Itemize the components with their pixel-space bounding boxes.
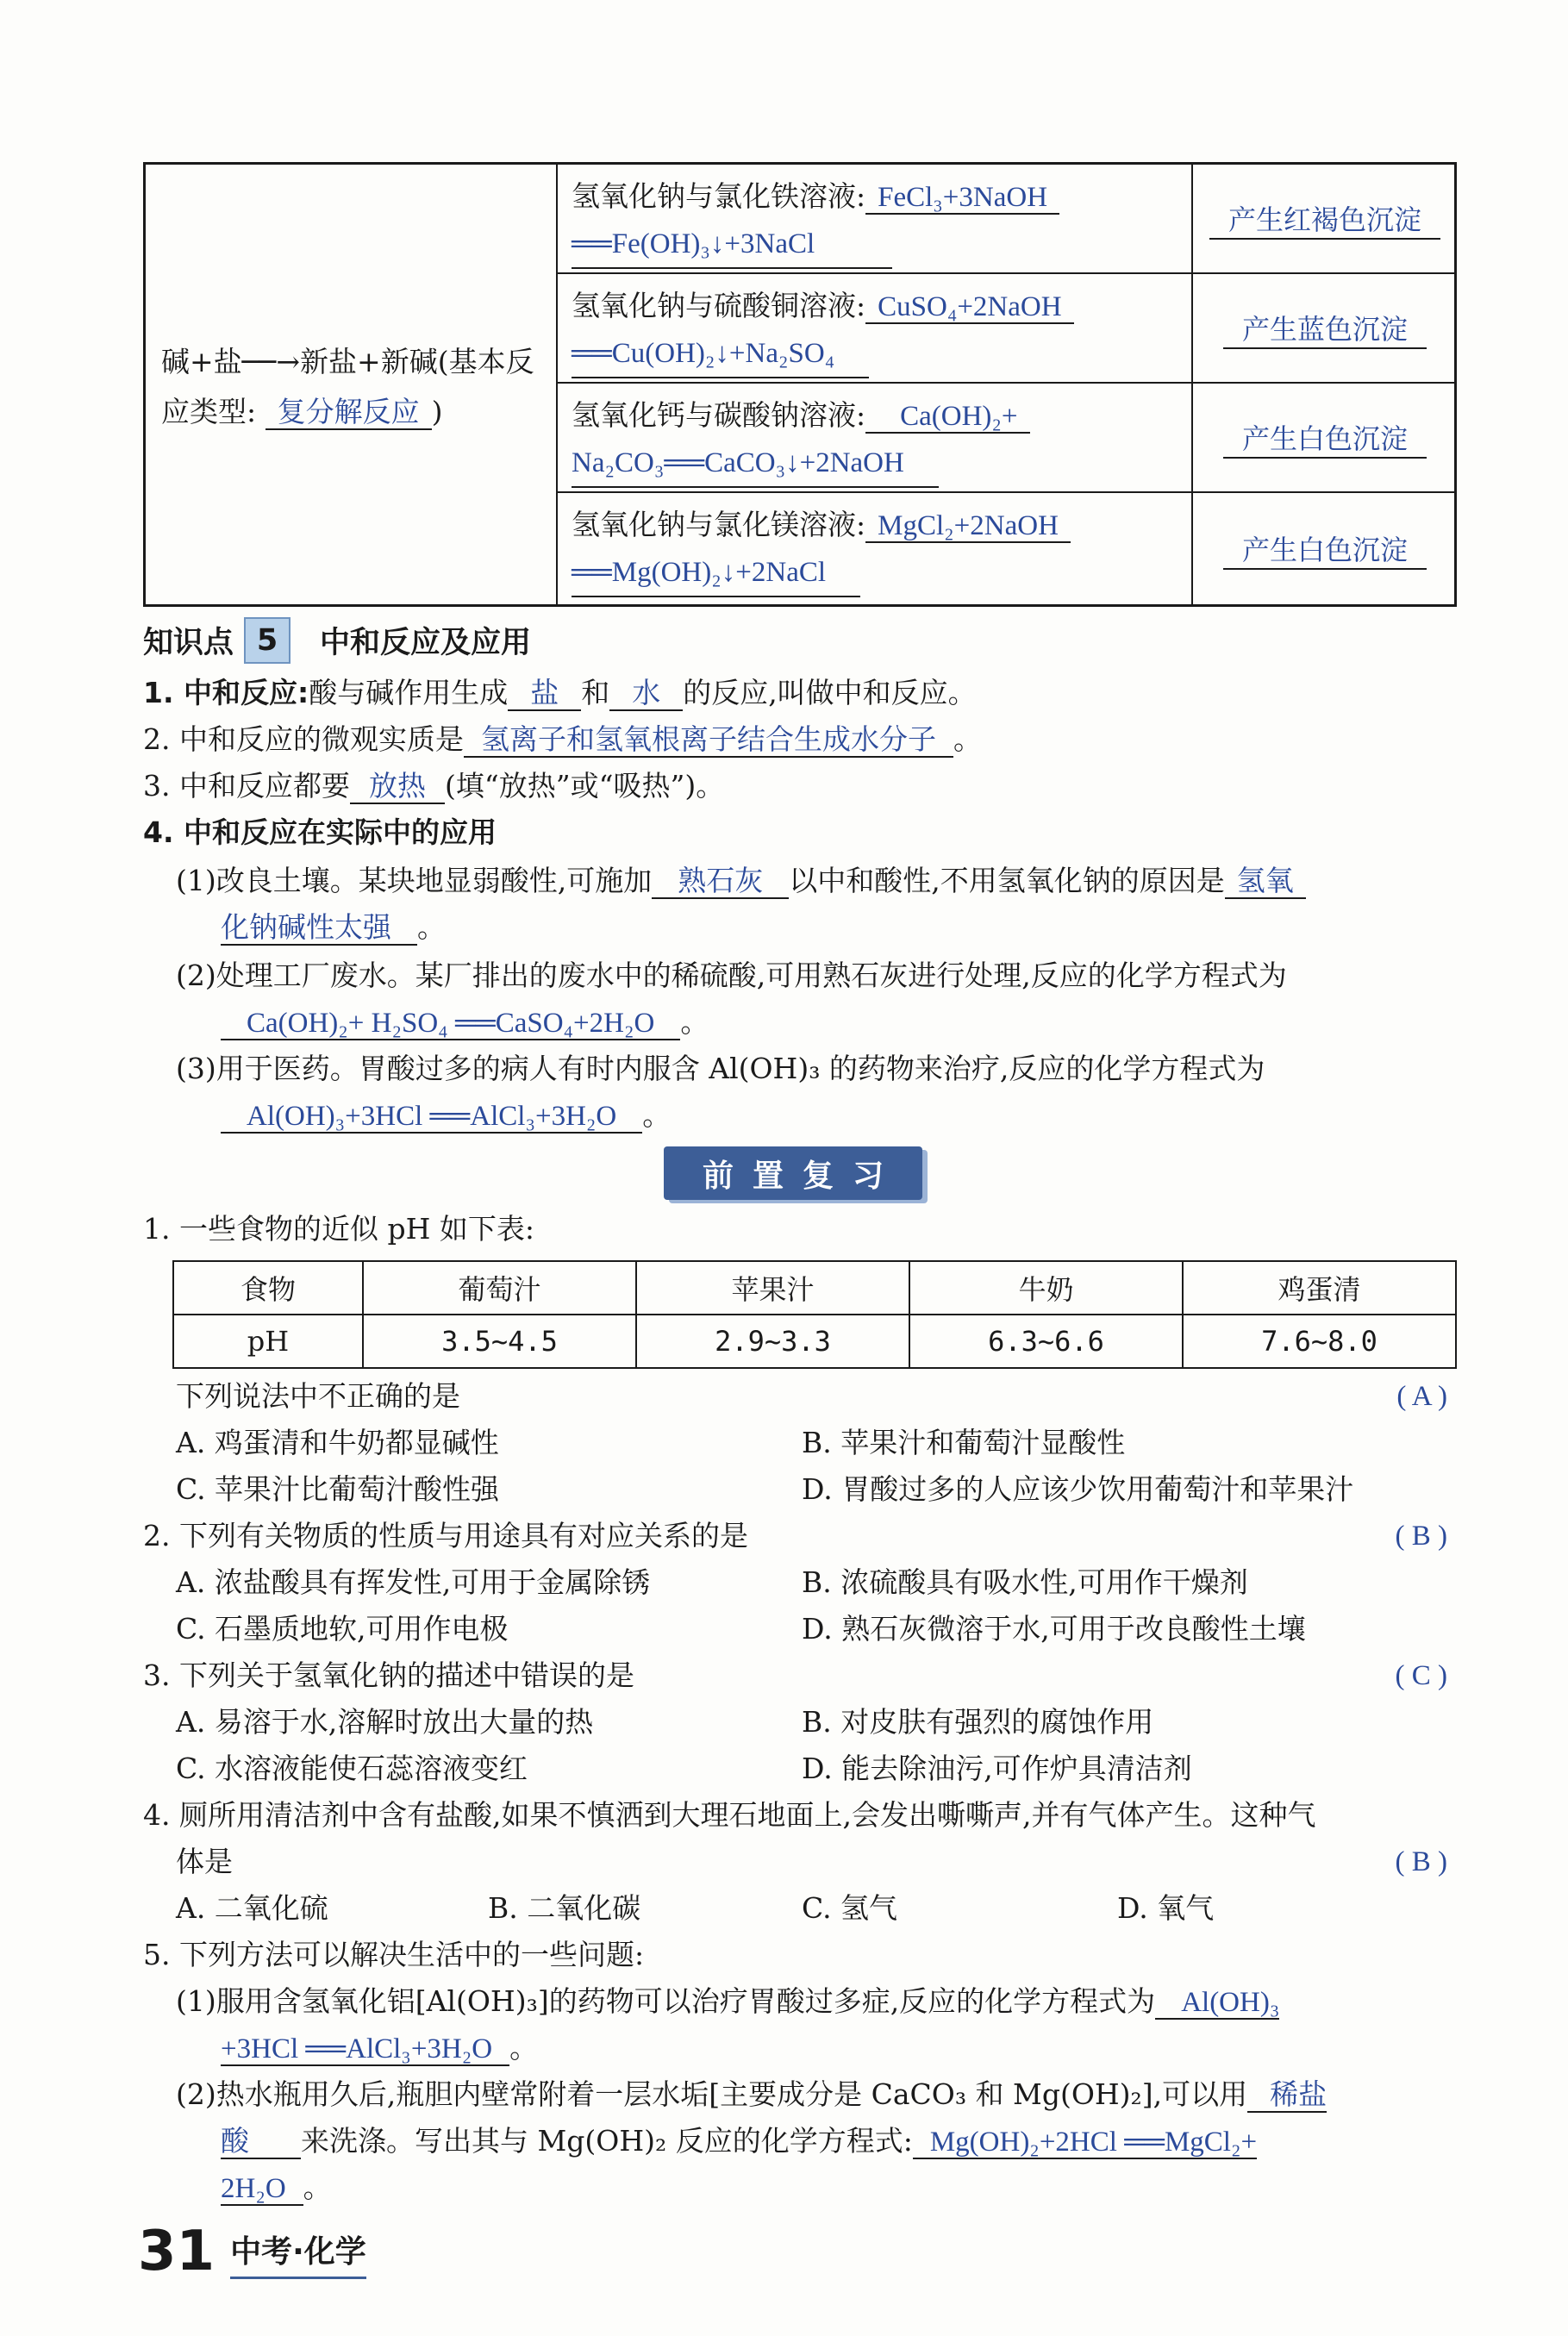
review-q3: 3. 下列关于氢氧化钠的描述中错误的是 (143, 1658, 634, 1692)
answer-q1: ( A ) (1396, 1381, 1447, 1412)
review-q2: 2. 下列有关物质的性质与用途具有对应关系的是 (143, 1519, 748, 1552)
option-b: B. 浓硫酸具有吸水性,可用作干燥剂 (802, 1565, 1248, 1599)
left-text-1: 碱+盐 (161, 345, 242, 378)
option-d: D. 胃酸过多的人应该少饮用葡萄汁和苹果汁 (802, 1472, 1354, 1506)
option-c: C. 苹果汁比葡萄汁酸性强 (176, 1472, 500, 1506)
kp-q3: 3. 中和反应都要 放热 (填“放热”或“吸热”)。 (143, 764, 724, 809)
kp-q4-3: (3)用于医药。胃酸过多的病人有时内服含 Al(OH)₃ 的药物来治疗,反应的化学方程式为 (176, 1052, 1265, 1085)
review-banner: 前置复习 (664, 1146, 922, 1200)
result-answer: 产生蓝色沉淀 (1223, 308, 1427, 349)
review-q5: 5. 下列方法可以解决生活中的一些问题: (143, 1938, 645, 1971)
table-row: pH 3.5~4.5 2.9~3.3 6.3~6.6 7.6~8.0 (173, 1315, 1456, 1368)
option-d: D. 能去除油污,可作炉具清洁剂 (802, 1752, 1192, 1785)
option-d: D. 熟石灰微溶于水,可用于改良酸性土壤 (802, 1612, 1306, 1646)
review-q5-1b: +3HCl ══AlCl₃+3H₂O 。 (221, 2026, 538, 2071)
table-row: 氢氧化钠与氯化铁溶液: FeCl₃+3NaOH ══Fe(OH)₃↓+3NaCl 产生红褐色沉淀 (558, 165, 1457, 274)
review-q4: 4. 厕所用清洁剂中含有盐酸,如果不慎洒到大理石地面上,会发出嘶嘶声,并有气体产生。这种气 (143, 1798, 1316, 1832)
table-row: 食物 葡萄汁 苹果汁 牛奶 鸡蛋清 (173, 1261, 1456, 1315)
review-q4b: 体是 (176, 1845, 233, 1878)
kp-q4-2b: Ca(OH)₂+ H₂SO₄ ══CaSO₄+2H₂O 。 (221, 1000, 709, 1045)
review-q5-2b: 酸 来洗涤。写出其与 Mg(OH)₂ 反应的化学方程式: Mg(OH)₂+2HCl ══MgCl₂+ (221, 2119, 1257, 2164)
book-title: 中考·化学 (230, 2227, 366, 2279)
result-answer: 产生白色沉淀 (1223, 417, 1427, 459)
result-answer: 产生白色沉淀 (1223, 528, 1427, 570)
review-q1-stem: 下列说法中不正确的是 (176, 1379, 460, 1413)
page-footer (138, 2220, 366, 2283)
table-row: 氢氧化钠与氯化镁溶液: MgCl₂+2NaOH ══Mg(OH)₂↓+2NaCl 产生白色沉淀 (558, 493, 1457, 604)
option-b: B. 对皮肤有强烈的腐蚀作用 (802, 1705, 1154, 1739)
ph-table (172, 1260, 1457, 1369)
result-answer: 产生红褐色沉淀 (1209, 198, 1440, 240)
kp-q4: 4. 中和反应在实际中的应用 (143, 815, 497, 849)
option-a: A. 浓盐酸具有挥发性,可用于金属除锈 (176, 1565, 651, 1599)
reaction-type-cell: 碱+盐──→新盐+新碱(基本反应类型: 复分解反应 ) (146, 165, 558, 604)
kp-q4-1b: 化钠碱性太强 。 (221, 905, 446, 950)
kp-q4-1: (1)改良土壤。某块地显弱酸性,可施加 熟石灰 以中和酸性,不用氢氧化钠的原因是 氢氧 (176, 859, 1306, 903)
kp-q2: 2. 中和反应的微观实质是 氢离子和氢氧根离子结合生成水分子 。 (143, 717, 982, 762)
answer-q4: ( B ) (1395, 1846, 1447, 1877)
option-c: C. 氢气 (802, 1891, 898, 1925)
left-text-2: 新盐+新碱(基本反应类型: (161, 345, 534, 428)
knowledge-point-title: 中和反应及应用 (320, 626, 532, 660)
kp-q4-2: (2)处理工厂废水。某厂排出的废水中的稀硫酸,可用熟石灰进行处理,反应的化学方程式为 (176, 959, 1287, 992)
answer-q3: ( C ) (1395, 1660, 1447, 1691)
knowledge-point-number: 5 (244, 617, 290, 664)
kp-q4-3b: Al(OH)₃+3HCl ══AlCl₃+3H₂O 。 (221, 1093, 671, 1138)
reaction-table (143, 162, 1457, 607)
table-row: 氢氧化钙与碳酸钠溶液: Ca(OH)₂+ Na₂CO₃══CaCO₃↓+2NaOH 产生白色沉淀 (558, 384, 1457, 493)
review-q5-1: (1)服用含氢氧化铝[Al(OH)₃]的药物可以治疗胃酸过多症,反应的化学方程式为 Al(OH)₃ (176, 1979, 1279, 2024)
option-a: A. 二氧化硫 (176, 1891, 328, 1925)
option-c: C. 石墨质地软,可用作电极 (176, 1612, 509, 1646)
review-q5-2: (2)热水瓶用久后,瓶胆内壁常附着一层水垢[主要成分是 CaCO₃ 和 Mg(OH)₂],可以用 稀盐 (176, 2072, 1327, 2117)
option-a: A. 鸡蛋清和牛奶都显碱性 (176, 1426, 499, 1459)
kp-q1: 1. 中和反应:酸与碱作用生成 盐 和 水 的反应,叫做中和反应。 (143, 671, 977, 715)
option-d: D. 氧气 (1117, 1891, 1215, 1925)
option-c: C. 水溶液能使石蕊溶液变红 (176, 1752, 528, 1785)
review-q5-2c: 2H₂O 。 (221, 2165, 332, 2210)
arrow-icon: ──→ (241, 345, 301, 378)
review-q1: 1. 一些食物的近似 pH 如下表: (143, 1212, 534, 1246)
table-row: 氢氧化钠与硫酸铜溶液: CuSO₄+2NaOH ══Cu(OH)₂↓+Na₂SO₄ 产生蓝色沉淀 (558, 274, 1457, 384)
knowledge-point-header: 知识点 5 中和反应及应用 (143, 617, 531, 664)
option-b: B. 二氧化碳 (488, 1891, 641, 1925)
reaction-type-answer: 复分解反应 (265, 397, 432, 430)
answer-q2: ( B ) (1395, 1521, 1447, 1552)
option-a: A. 易溶于水,溶解时放出大量的热 (176, 1705, 594, 1739)
page-number: 31 (138, 2220, 216, 2283)
option-b: B. 苹果汁和葡萄汁显酸性 (802, 1426, 1126, 1459)
